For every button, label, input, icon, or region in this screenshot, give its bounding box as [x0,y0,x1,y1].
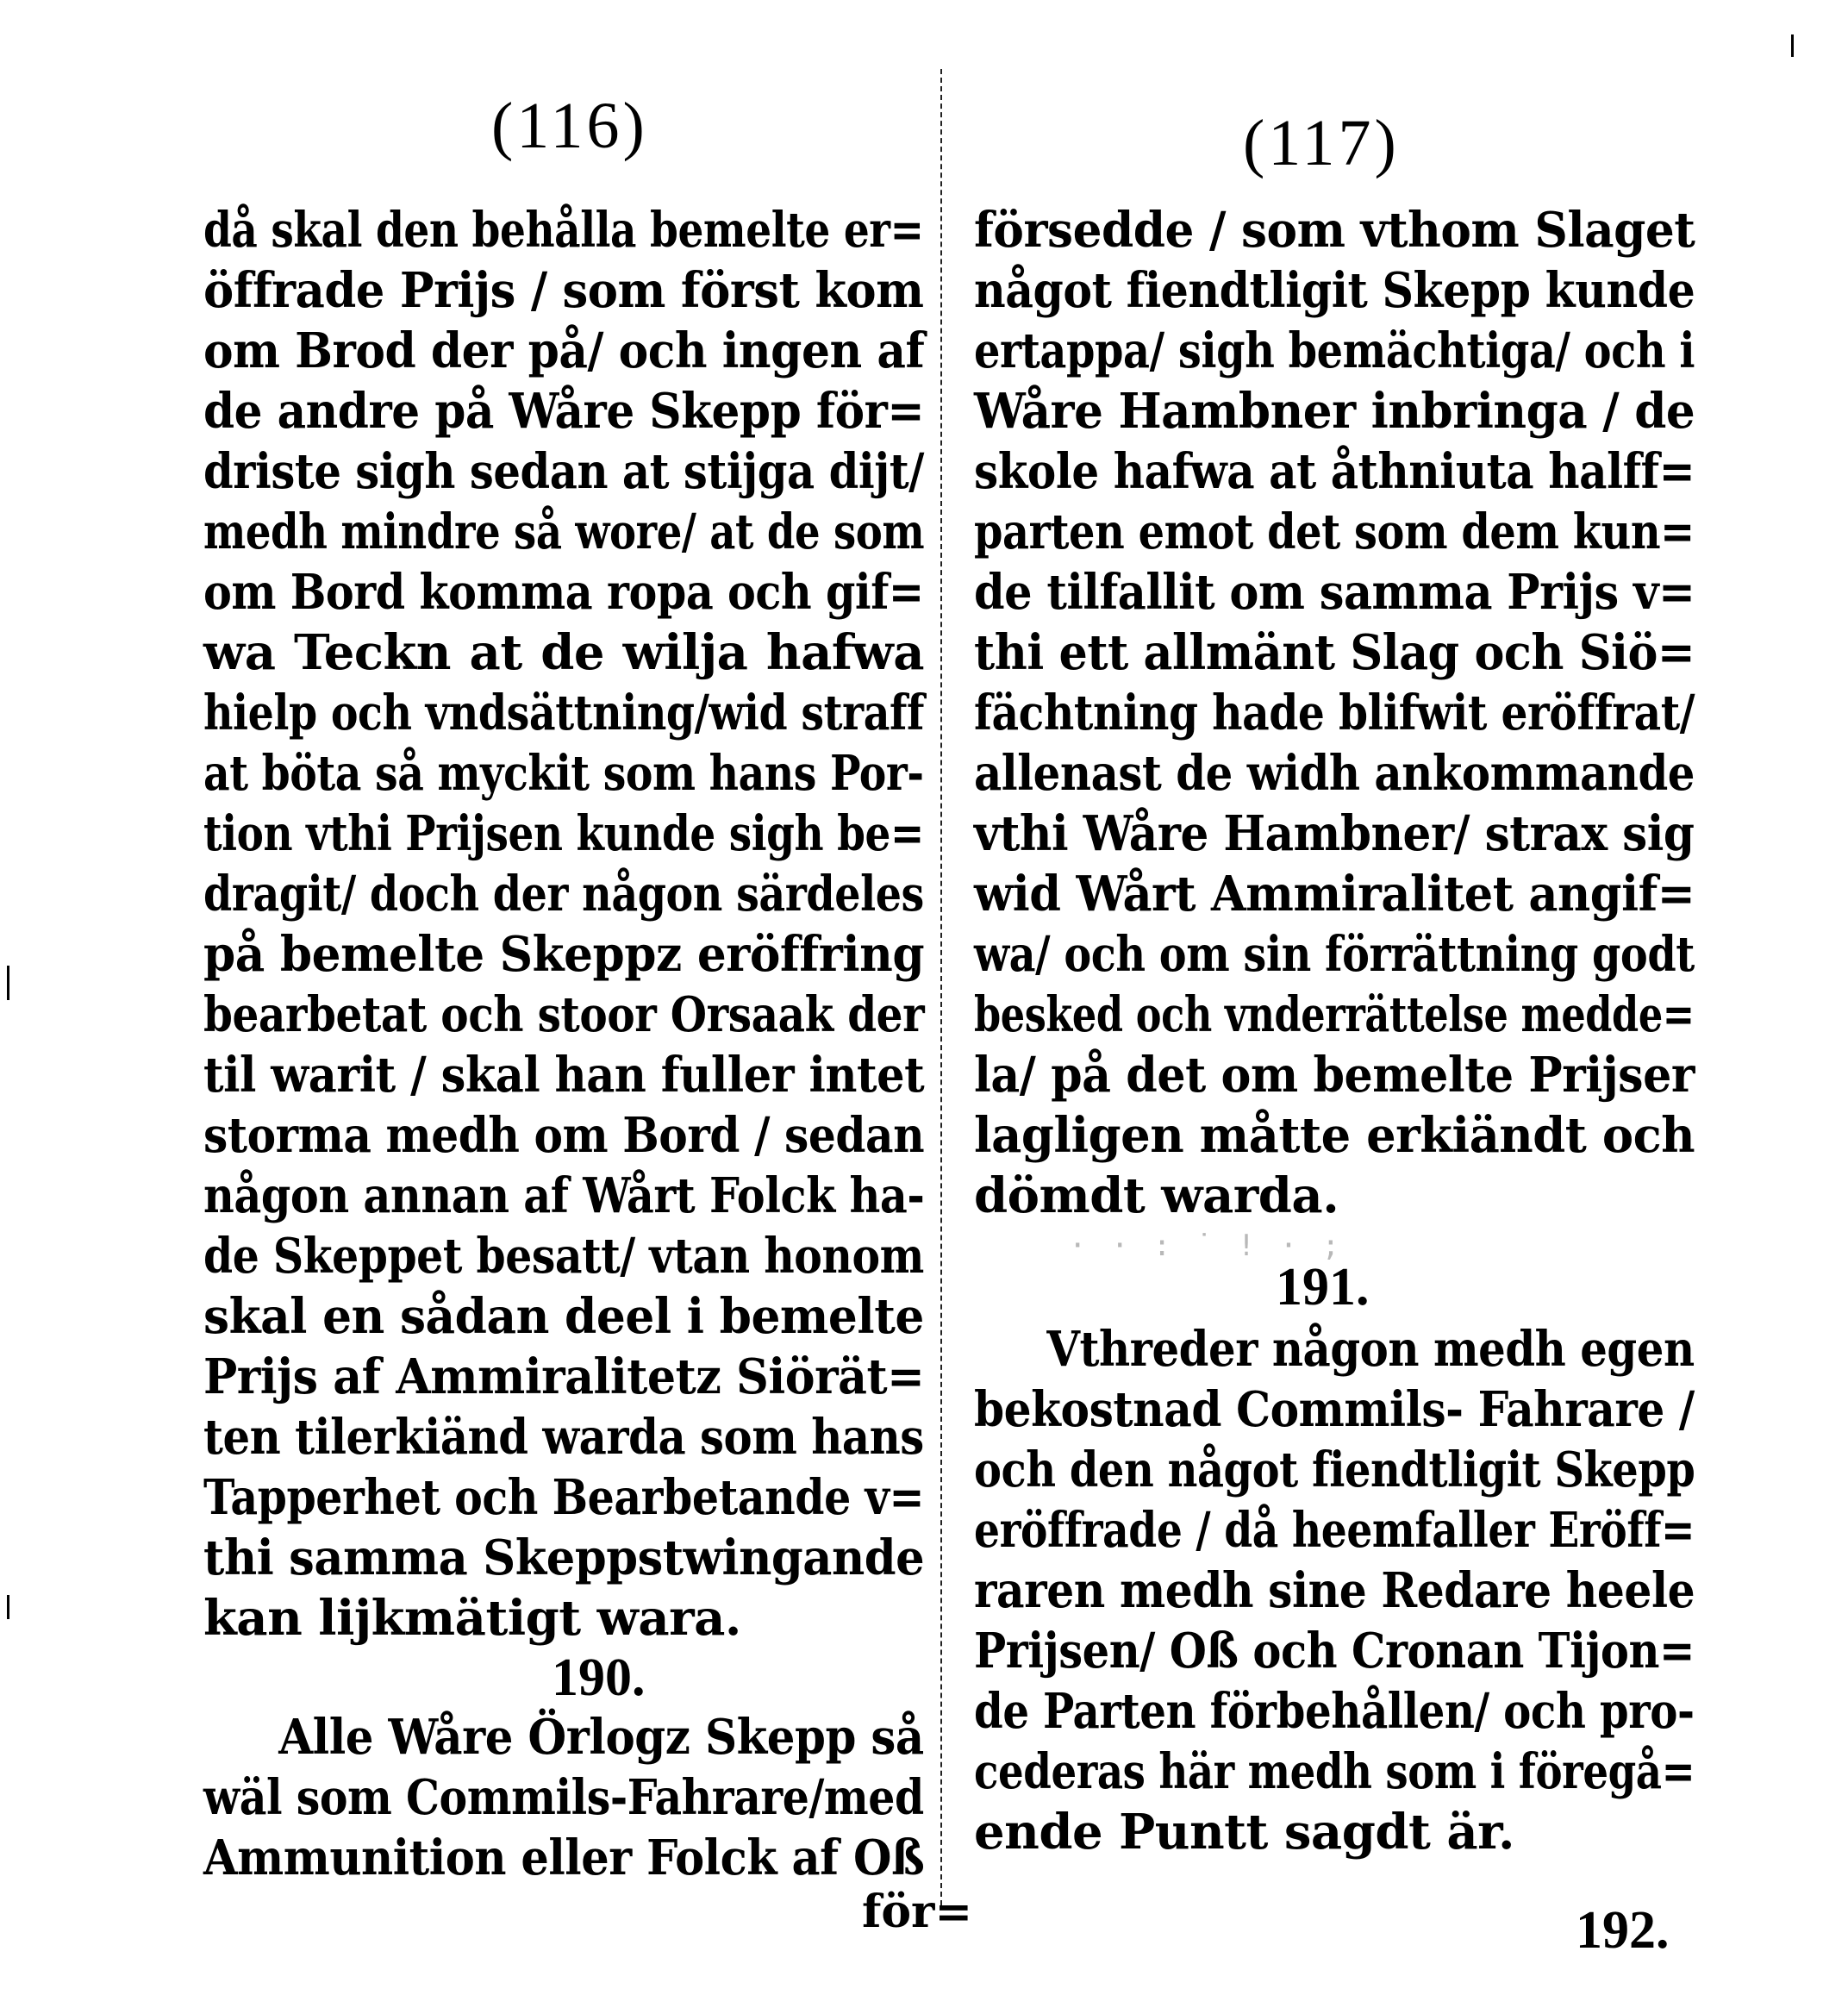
right-page-body [974,200,1695,1226]
text-line: Prijsen/ Oß och Cronan Tijon= [974,1623,1695,1679]
section-number-192: 192. [1576,1901,1670,1960]
text-line: cederas här medh som i föregå= [974,1743,1695,1800]
text-line: något fiendtligit Skepp kunde [974,262,1695,319]
scan-edge-mark-left [7,966,9,1000]
text-line: wäl som Commils-Fahrare/med [203,1769,924,1826]
section-191-body [974,1319,1695,1862]
book-gutter [940,69,942,1905]
text-line: kan lijkmätigt wara. [203,1590,741,1647]
text-line: någon annan af Wårt Folck ha- [203,1167,925,1224]
text-line: öffrade Prijs / som först kom [203,262,924,319]
text-line: vthi Wåre Hambner/ strax sig [974,805,1695,862]
text-line: skole hafwa at åthniuta halff= [974,443,1695,500]
text-line: medh mindre så wore/ at de som [203,504,925,560]
section-number-190: 190. [552,1648,646,1707]
text-line: om Brod der på/ och ingen af [203,322,925,379]
text-line: då skal den behålla bemelte er= [203,202,924,259]
text-line: de andre på Wåre Skepp för= [203,383,925,440]
text-line: besked och vnderrättelse medde= [974,986,1695,1043]
text-line: ertappa/ sigh bemächtiga/ och i [974,322,1695,379]
text-line: på bemelte Skeppz eröffring [203,926,925,983]
text-line: om Bord komma ropa och gif= [203,564,924,621]
text-line: thi samma Skeppstwingande [203,1529,925,1586]
catchword: för= [862,1886,973,1938]
text-line: Prijs af Ammiralitetz Siörät= [203,1348,925,1405]
text-line: at böta så myckit som hans Por- [203,745,924,802]
text-line: allenast de widh ankommande [974,745,1695,802]
text-line: fächtning hade blifwit eröffrat/ [974,685,1695,741]
scan-edge-mark-left-2 [7,1595,9,1619]
text-line: de Skeppet besatt/ vtan honom [203,1228,924,1285]
text-line: parten emot det som dem kun= [974,504,1695,560]
text-line: til warit / skal han fuller intet [203,1047,925,1104]
text-line: storma medh om Bord / sedan [203,1107,925,1164]
text-line: tion vthi Prijsen kunde sigh be= [203,805,924,862]
text-line: hielp och vndsättning/wid straff [203,685,924,741]
text-line: skal en sådan deel i bemelte [203,1288,924,1345]
page-header-left: (116) [491,90,648,162]
text-line: Wåre Hambner inbringa / de [974,383,1695,440]
text-line: de Parten förbehållen/ och pro- [974,1683,1695,1740]
text-line: driste sigh sedan at stijga dijt/ [203,443,924,500]
page-header-right: (117) [1243,107,1400,179]
text-line: dragit/ doch der någon särdeles [203,866,924,923]
section-number-191: 191. [1276,1258,1370,1317]
text-line: Ammunition eller Folck af Oß [203,1829,925,1886]
faint-stamp-artifact: · · : ˙ ! · ; [1069,1229,1344,1263]
text-line: raren medh sine Redare heele [974,1562,1695,1619]
text-line: ende Puntt sagdt är. [974,1804,1515,1861]
text-line: dömdt warda. [974,1167,1339,1224]
text-line: Tapperhet och Bearbetande v= [203,1469,925,1526]
text-line: ten tilerkiänd warda som hans [203,1409,924,1466]
text-line: wa/ och om sin förrättning godt [974,926,1695,983]
text-line: wid Wårt Ammiralitet angif= [974,866,1695,923]
text-line: Alle Wåre Örlogz Skepp så [278,1709,924,1766]
text-line: Vthreder någon medh egen [1046,1321,1695,1378]
left-page-body [203,200,924,1648]
scan-edge-mark-right [1791,34,1794,57]
text-line: wa Teckn at de wilja hafwa [203,624,924,681]
text-line: eröffrade / då heemfaller Eröff= [974,1502,1695,1559]
text-line: och den något fiendtligit Skepp [974,1442,1695,1498]
text-line: bekostnad Commils- Fahrare / [974,1381,1695,1438]
text-line: thi ett allmänt Slag och Siö= [974,624,1695,681]
text-line: de tilfallit om samma Prijs v= [974,564,1695,621]
text-line: lagligen måtte erkiändt och [974,1107,1695,1164]
text-line: la/ på det om bemelte Prijser [974,1047,1695,1104]
text-line: försedde / som vthom Slaget [974,202,1695,259]
section-190-body [203,1707,924,1888]
text-line: bearbetat och stoor Orsaak der [203,986,925,1043]
